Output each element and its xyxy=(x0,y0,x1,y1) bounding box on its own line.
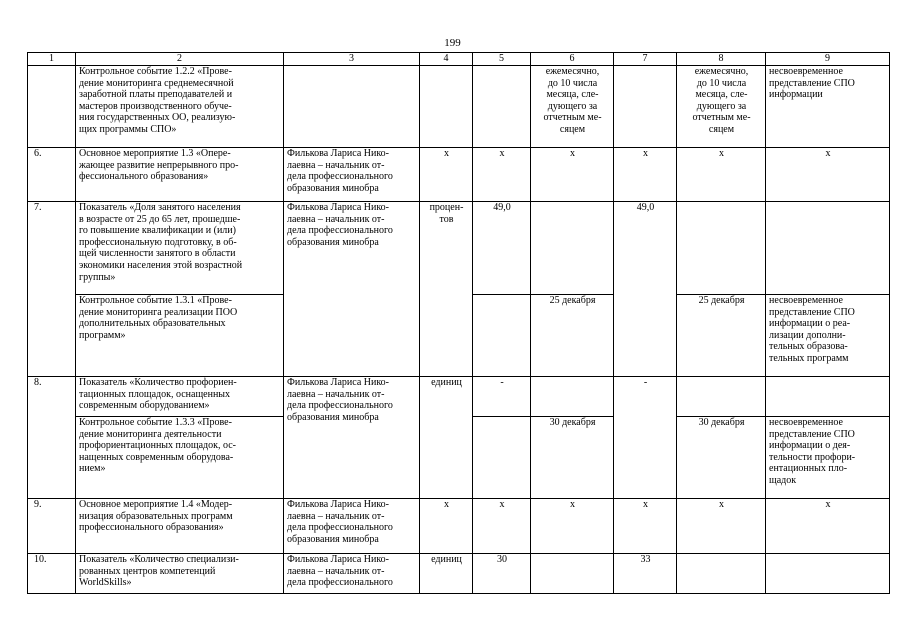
value-cell: 33 xyxy=(614,554,677,594)
unit-cell: x xyxy=(420,499,473,554)
program-table xyxy=(27,52,890,594)
deadline-cell xyxy=(531,202,614,295)
deadline-cell: 30 декабря xyxy=(677,417,766,499)
responsible-cell: Филькова Лариса Нико- лаевна – начальник от- дела профессионального xyxy=(284,554,420,594)
value-cell xyxy=(473,66,531,148)
header-cell: 2 xyxy=(76,53,284,66)
table-row xyxy=(28,148,890,202)
risk-cell xyxy=(766,377,890,417)
value-cell: x xyxy=(614,148,677,202)
deadline-cell xyxy=(677,377,766,417)
value-cell: x xyxy=(473,499,531,554)
header-cell: 3 xyxy=(284,53,420,66)
item-description-cell: Показатель «Доля занятого населения в возрасте от 25 до 65 лет, прошедше- го повышение квалификации и (или) профессиональную подготовку, в об- щей численности занятого в области экономики населения этой возрастной группы» xyxy=(76,202,284,295)
risk-cell xyxy=(766,554,890,594)
value-cell: - xyxy=(614,377,677,499)
value-cell: x xyxy=(473,148,531,202)
responsible-cell: Филькова Лариса Нико- лаевна – начальник от- дела профессионального образования минобра xyxy=(284,377,420,499)
deadline-cell: ежемесячно, до 10 числа месяца, сле- дующего за отчетным ме- сяцем xyxy=(531,66,614,148)
row-number-cell: 7. xyxy=(28,202,76,377)
risk-cell: несвоевременное представление СПО информации о реа- лизации дополни- тельных образова- тельных программ xyxy=(766,295,890,377)
value-cell: - xyxy=(473,377,531,417)
deadline-cell: x xyxy=(531,499,614,554)
header-cell: 1 xyxy=(28,53,76,66)
unit-cell xyxy=(420,66,473,148)
unit-cell: x xyxy=(420,148,473,202)
value-cell: x xyxy=(614,499,677,554)
item-description-cell: Показатель «Количество профориен- тационных площадок, оснащенных современным оборудованием» xyxy=(76,377,284,417)
unit-cell: единиц xyxy=(420,377,473,499)
header-cell: 8 xyxy=(677,53,766,66)
deadline-cell xyxy=(531,554,614,594)
deadline-cell: ежемесячно, до 10 числа месяца, сле- дующего за отчетным ме- сяцем xyxy=(677,66,766,148)
table-row xyxy=(28,66,890,148)
deadline-cell xyxy=(531,377,614,417)
row-number-cell: 6. xyxy=(28,148,76,202)
deadline-cell: 25 декабря xyxy=(531,295,614,377)
value-cell: 49,0 xyxy=(614,202,677,377)
row-number-cell: 10. xyxy=(28,554,76,594)
value-cell: 30 xyxy=(473,554,531,594)
header-cell: 9 xyxy=(766,53,890,66)
table-row xyxy=(28,202,890,295)
risk-cell: несвоевременное представление СПО информации о дея- тельности профори- ентационных пло- щадок xyxy=(766,417,890,499)
value-cell xyxy=(614,66,677,148)
deadline-cell: 25 декабря xyxy=(677,295,766,377)
value-cell xyxy=(473,295,531,377)
risk-cell: x xyxy=(766,148,890,202)
deadline-cell xyxy=(677,202,766,295)
header-cell: 4 xyxy=(420,53,473,66)
table-row xyxy=(28,499,890,554)
responsible-cell: Филькова Лариса Нико- лаевна – начальник от- дела профессионального образования минобра xyxy=(284,202,420,377)
page-number: 199 xyxy=(444,37,461,49)
row-number-cell xyxy=(28,66,76,148)
value-cell xyxy=(473,417,531,499)
header-row xyxy=(28,53,890,66)
item-description-cell: Показатель «Количество специализи- рованных центров компетенций WorldSkills» xyxy=(76,554,284,594)
responsible-cell: Филькова Лариса Нико- лаевна – начальник от- дела профессионального образования минобра xyxy=(284,148,420,202)
responsible-cell xyxy=(284,66,420,148)
header-cell: 7 xyxy=(614,53,677,66)
unit-cell: единиц xyxy=(420,554,473,594)
deadline-cell: x xyxy=(677,499,766,554)
deadline-cell: x xyxy=(531,148,614,202)
item-description-cell: Контрольное событие 1.3.3 «Прове- дение мониторинга деятельности профориентационных площадок, ос- нащенных современным оборудова- нием» xyxy=(76,417,284,499)
header-cell: 6 xyxy=(531,53,614,66)
table-row xyxy=(28,377,890,417)
header-cell: 5 xyxy=(473,53,531,66)
item-description-cell: Контрольное событие 1.2.2 «Прове- дение мониторинга среднемесячной заработной платы преподавателей и мастеров производственного обуче- ния государственных ОО, реализую- щих программы СПО» xyxy=(76,66,284,148)
row-number-cell: 9. xyxy=(28,499,76,554)
risk-cell xyxy=(766,202,890,295)
table-row xyxy=(28,554,890,594)
deadline-cell xyxy=(677,554,766,594)
deadline-cell: x xyxy=(677,148,766,202)
item-description-cell: Контрольное событие 1.3.1 «Прове- дение мониторинга реализации ПОО дополнительных образовательных программ» xyxy=(76,295,284,377)
risk-cell: x xyxy=(766,499,890,554)
risk-cell: несвоевременное представление СПО информации xyxy=(766,66,890,148)
responsible-cell: Филькова Лариса Нико- лаевна – начальник от- дела профессионального образования минобра xyxy=(284,499,420,554)
item-description-cell: Основное мероприятие 1.4 «Модер- низация образовательных программ профессионального образования» xyxy=(76,499,284,554)
unit-cell: процен- тов xyxy=(420,202,473,377)
item-description-cell: Основное мероприятие 1.3 «Опере- жающее развитие непрерывного про- фессионального образования» xyxy=(76,148,284,202)
value-cell: 49,0 xyxy=(473,202,531,295)
deadline-cell: 30 декабря xyxy=(531,417,614,499)
row-number-cell: 8. xyxy=(28,377,76,499)
